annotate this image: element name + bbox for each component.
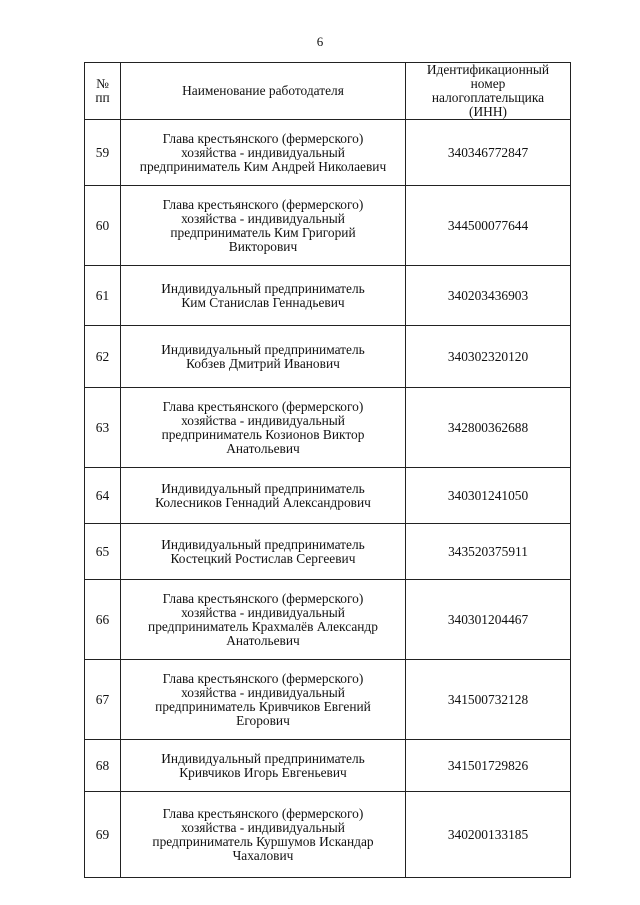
employer-name-text: Глава крестьянского (фермерского) хозяйства - индивидуальный предприниматель Ким Андрей Николаевич [139, 130, 387, 174]
header-number-label: № пп [95, 76, 110, 105]
inn-value: 340346772847 [406, 120, 571, 186]
inn-value: 341501729826 [406, 740, 571, 792]
employer-name-text: Индивидуальный предприниматель Колесников Геннадий Александрович [155, 480, 371, 510]
employer-name [121, 740, 406, 792]
employer-name [121, 326, 406, 388]
header-inn-label: Идентификационный номер налогоплательщика (ИНН) [426, 62, 550, 119]
page-number: 6 [316, 34, 324, 49]
table-row [85, 326, 571, 388]
employer-name-text: Глава крестьянского (фермерского) хозяйства - индивидуальный предприниматель Крахмалёв Александр Анатольевич [148, 590, 378, 648]
employer-name [121, 120, 406, 186]
inn-value: 340203436903 [406, 266, 571, 326]
inn-value: 342800362688 [406, 388, 571, 468]
employer-name [121, 524, 406, 580]
employer-name-text: Индивидуальный предприниматель Ким Станислав Геннадьевич [161, 280, 365, 310]
table-row [85, 792, 571, 878]
table-row [85, 186, 571, 266]
row-number: 68 [85, 740, 121, 792]
employer-name-text: Глава крестьянского (фермерского) хозяйства - индивидуальный предприниматель Ким Григорий Викторович [162, 196, 364, 254]
inn-value: 340301204467 [406, 580, 571, 660]
row-number: 62 [85, 326, 121, 388]
employer-name-text: Индивидуальный предприниматель Костецкий Ростислав Сергеевич [161, 536, 365, 566]
row-number: 63 [85, 388, 121, 468]
row-number: 67 [85, 660, 121, 740]
inn-value: 343520375911 [406, 524, 571, 580]
table-row [85, 740, 571, 792]
table-row [85, 580, 571, 660]
employer-name [121, 468, 406, 524]
row-number: 69 [85, 792, 121, 878]
employer-name-text: Глава крестьянского (фермерского) хозяйства - индивидуальный предприниматель Козионов Виктор Анатольевич [161, 398, 365, 456]
employer-name [121, 388, 406, 468]
row-number: 65 [85, 524, 121, 580]
employer-name [121, 660, 406, 740]
table-row [85, 660, 571, 740]
header-number [85, 63, 121, 120]
employer-name [121, 266, 406, 326]
employer-name [121, 580, 406, 660]
table-header-row [85, 63, 571, 120]
employer-name-text: Индивидуальный предприниматель Кобзев Дмитрий Иванович [161, 341, 365, 371]
table-row [85, 120, 571, 186]
table-row [85, 388, 571, 468]
header-employer-name-label: Наименование работодателя [182, 83, 344, 98]
employer-name-text: Глава крестьянского (фермерского) хозяйства - индивидуальный предприниматель Кривчиков Евгений Егорович [155, 670, 371, 728]
table-row [85, 524, 571, 580]
header-employer-name [121, 63, 406, 120]
row-number: 59 [85, 120, 121, 186]
inn-value: 341500732128 [406, 660, 571, 740]
row-number: 61 [85, 266, 121, 326]
inn-value: 344500077644 [406, 186, 571, 266]
inn-value: 340302320120 [406, 326, 571, 388]
table-row [85, 266, 571, 326]
employers-table [84, 62, 571, 878]
employer-name-text: Индивидуальный предприниматель Кривчиков Игорь Евгеньевич [161, 750, 365, 780]
inn-value: 340301241050 [406, 468, 571, 524]
table-row [85, 468, 571, 524]
employer-name-text: Глава крестьянского (фермерского) хозяйства - индивидуальный предприниматель Куршумов Искандар Чахалович [152, 805, 374, 863]
inn-value: 340200133185 [406, 792, 571, 878]
row-number: 60 [85, 186, 121, 266]
row-number: 64 [85, 468, 121, 524]
header-inn [406, 63, 571, 120]
employer-name [121, 186, 406, 266]
employer-name [121, 792, 406, 878]
row-number: 66 [85, 580, 121, 660]
